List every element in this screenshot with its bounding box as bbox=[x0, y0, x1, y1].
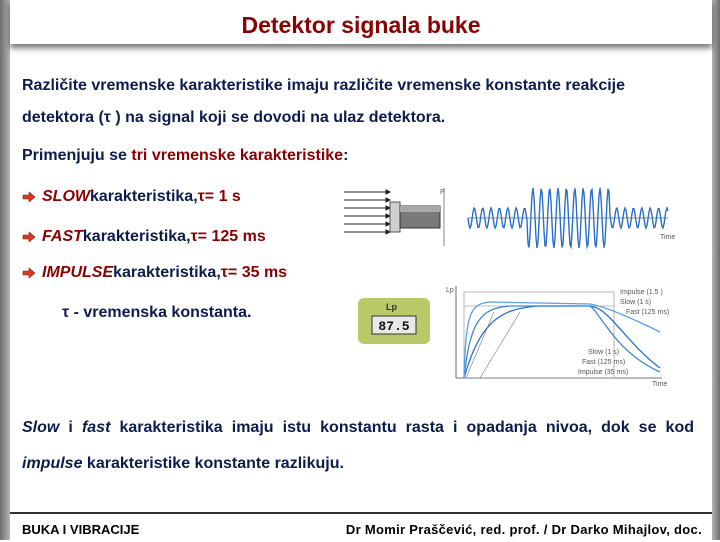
response-chart bbox=[440, 282, 690, 388]
microphone-grille bbox=[390, 202, 400, 232]
tau-symbol: τ bbox=[62, 304, 70, 321]
bullet-text: karakteristika, bbox=[82, 228, 191, 245]
tau-definition bbox=[62, 304, 251, 322]
apply-prefix: Primenjuju se bbox=[22, 147, 132, 164]
slide-title: Detektor signala buke bbox=[241, 12, 481, 38]
legend-impulse-top: Impulse (1.5 ) bbox=[620, 289, 663, 296]
apply-line bbox=[22, 147, 348, 165]
signal-illustration bbox=[338, 184, 692, 250]
intro-line2-post: ) na signal koji se dovodi na ulaz detektora. bbox=[110, 109, 446, 126]
legend-impulse-bottom: Impulse (35 ms) bbox=[578, 369, 629, 376]
bullet-slow bbox=[22, 188, 241, 206]
summary-end: karakteristike konstante razlikuju. bbox=[82, 455, 344, 472]
curve-slow bbox=[464, 306, 660, 378]
title-bar bbox=[10, 0, 712, 44]
tau-symbol: τ bbox=[220, 264, 228, 281]
left-frame bbox=[0, 0, 10, 540]
bullet-name: FAST bbox=[42, 228, 83, 245]
meter-reading: 87.5 bbox=[378, 319, 410, 334]
conj: i bbox=[59, 419, 82, 436]
legend-slow-top: Slow (1 s) bbox=[620, 299, 652, 306]
apply-highlight: tri vremenske karakteristike bbox=[131, 147, 344, 164]
curve-fast bbox=[464, 306, 660, 378]
arrow-bullet-icon bbox=[22, 231, 36, 243]
arrow-bullet-icon bbox=[22, 191, 36, 203]
sound-level-meter bbox=[358, 298, 430, 344]
bullet-name: SLOW bbox=[42, 188, 90, 205]
bullet-value: = 35 ms bbox=[227, 264, 288, 281]
legend-fast-top: Fast (125 ms) bbox=[626, 309, 670, 316]
bullet-fast bbox=[22, 228, 266, 246]
tau-symbol: τ bbox=[103, 109, 111, 126]
fast-word: fast bbox=[81, 419, 111, 436]
intro-line2-pre: detektora ( bbox=[22, 109, 104, 126]
tau-symbol: τ bbox=[197, 188, 205, 205]
summary-mid: karakteristika imaju istu konstantu rasta i opadanja nivoa, dok se kod bbox=[110, 419, 694, 436]
bullet-text: karakteristika, bbox=[90, 188, 198, 205]
bullet-value: = 125 ms bbox=[197, 228, 266, 245]
slow-word: Slow bbox=[22, 419, 60, 436]
signal-time-label: Time bbox=[660, 234, 676, 241]
response-time-label: Time bbox=[652, 381, 668, 388]
right-frame bbox=[712, 0, 720, 540]
summary-paragraph bbox=[22, 410, 694, 482]
legend-slow-bottom: Slow (1 s) bbox=[588, 349, 620, 356]
tau-symbol: τ bbox=[190, 228, 198, 245]
input-arrows bbox=[344, 190, 390, 234]
bullet-impulse bbox=[22, 264, 287, 282]
meter-label: Lp bbox=[386, 302, 397, 312]
impulse-word: impulse bbox=[22, 455, 83, 472]
bullet-name: IMPULSE bbox=[42, 264, 114, 281]
tau-definition-text: - vremenska konstanta. bbox=[69, 304, 252, 321]
footer bbox=[10, 512, 712, 542]
arrow-bullet-icon bbox=[22, 267, 36, 279]
signal-y-label: P bbox=[440, 189, 445, 196]
intro-line1: Različite vremenske karakteristike imaju različite vremenske konstante reakcije bbox=[22, 77, 626, 94]
course-name: BUKA I VIBRACIJE bbox=[22, 522, 140, 537]
bullet-text: karakteristika, bbox=[113, 264, 221, 281]
apply-suffix: : bbox=[343, 147, 349, 164]
bullet-value: = 1 s bbox=[204, 188, 241, 205]
response-y-label: Lp bbox=[446, 287, 454, 294]
legend-fast-bottom: Fast (125 ms) bbox=[582, 359, 626, 366]
authors: Dr Momir Praščević, red. prof. / Dr Darko Mihajlov, doc. bbox=[345, 522, 702, 537]
intro-paragraph bbox=[22, 70, 697, 134]
